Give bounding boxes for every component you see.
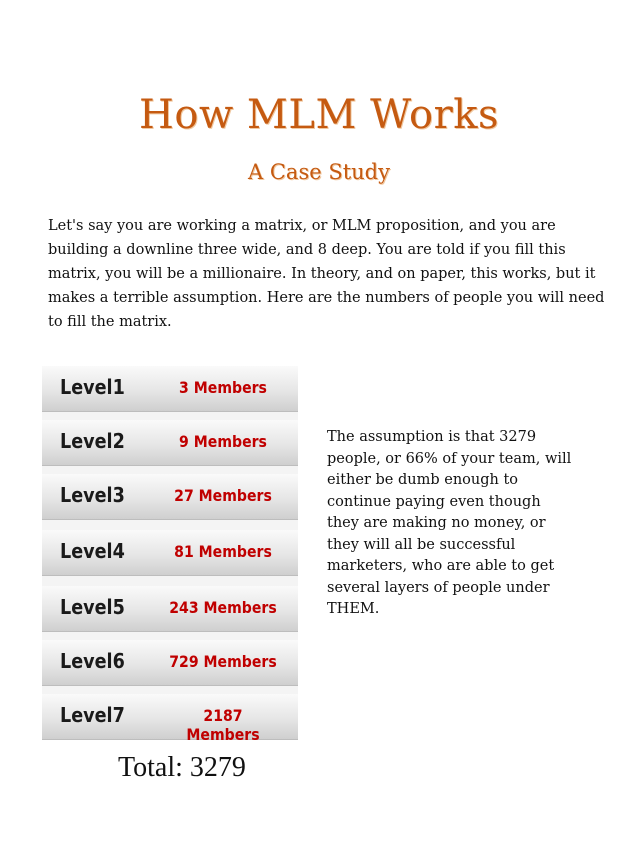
level-member-count: 81 Members (174, 542, 272, 561)
level-label: Level5 (60, 595, 125, 619)
intro-paragraph: Let's say you are working a matrix, or MLM proposition, and you are building a downline three wide, and 8 deep. You are told if you fill this matrix, you will be a millionaire. In theory, and on paper, this works, but it makes a terrible assumption. Here are the numbers of people you will need to fill the matrix. (48, 218, 605, 330)
level-row (42, 474, 298, 520)
level-label: Level1 (60, 375, 125, 399)
level-member-count: 27 Members (174, 486, 272, 505)
level-row (42, 366, 298, 412)
assumption-paragraph: The assumption is that 3279 people, or 66% of your team, will either be dumb enough to continue paying even though they are making no money, or they will all be successful marketers, who are able to get several layers of people under THEM. (327, 429, 572, 617)
level-row (42, 420, 298, 466)
level-row (42, 694, 298, 744)
level-member-count: 3 Members (179, 378, 267, 397)
level-member-count: 729 Members (169, 652, 277, 671)
level-label: Level6 (60, 649, 125, 673)
level-label: Level3 (60, 483, 125, 507)
level-member-count: 243 Members (169, 598, 277, 617)
level-table (42, 366, 298, 744)
page-subtitle: A Case Study (248, 160, 390, 184)
level-row (42, 586, 298, 632)
total-count: Total: 3279 (118, 752, 246, 783)
level-row (42, 640, 298, 686)
level-label: Level4 (60, 539, 125, 563)
level-label: Level7 (60, 703, 125, 727)
level-member-count: 9 Members (179, 432, 267, 451)
page-title: How MLM Works (139, 92, 499, 138)
level-member-count: 2187 Members (186, 706, 260, 744)
level-row (42, 530, 298, 576)
level-label: Level2 (60, 429, 125, 453)
